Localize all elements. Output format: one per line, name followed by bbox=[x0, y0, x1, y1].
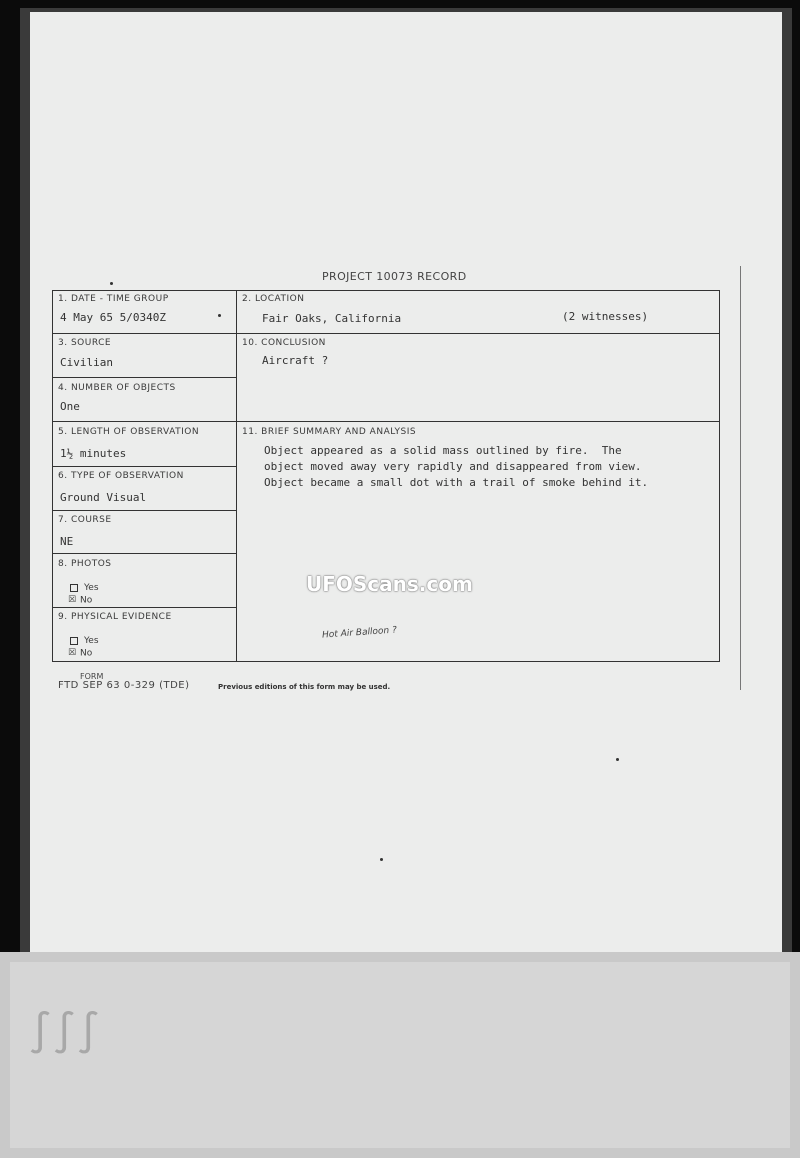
summary-line-2: object moved away very rapidly and disappeared from view. bbox=[264, 460, 642, 473]
physical-no-label: No bbox=[80, 648, 93, 659]
type-obs-label: 6. TYPE OF OBSERVATION bbox=[58, 471, 184, 481]
row-divider-3 bbox=[52, 421, 720, 422]
source-label: 3. SOURCE bbox=[58, 338, 112, 348]
location-label: 2. LOCATION bbox=[242, 294, 305, 304]
physical-yes-label: Yes bbox=[84, 636, 99, 646]
conclusion-label: 10. CONCLUSION bbox=[242, 338, 326, 348]
bottom-strip bbox=[0, 952, 800, 1158]
column-divider bbox=[236, 290, 237, 662]
physical-yes-option bbox=[70, 636, 99, 646]
speck bbox=[218, 314, 221, 317]
footer-form-code: FTD SEP 63 0-329 (TDE) bbox=[58, 680, 190, 691]
num-objects-label: 4. NUMBER OF OBJECTS bbox=[58, 383, 176, 393]
handwritten-note: Hot Air Balloon ? bbox=[321, 625, 398, 641]
summary-line-3: Object became a small dot with a trail of smoke behind it. bbox=[264, 476, 649, 489]
row-divider-7 bbox=[52, 607, 236, 608]
date-time-label: 1. DATE - TIME GROUP bbox=[58, 294, 169, 304]
length-label: 5. LENGTH OF OBSERVATION bbox=[58, 427, 200, 437]
speck bbox=[616, 758, 619, 761]
photos-yes-checkbox bbox=[70, 584, 78, 592]
form-title: PROJECT 10073 RECORD bbox=[322, 270, 467, 283]
photos-yes-option bbox=[70, 583, 99, 593]
physical-no-option bbox=[68, 648, 92, 659]
location-value: Fair Oaks, California bbox=[262, 312, 402, 325]
course-value: NE bbox=[60, 535, 74, 548]
footer-form-word: FORM bbox=[80, 672, 104, 681]
physical-no-checkmark-icon: ☒ bbox=[68, 648, 77, 658]
row-divider-2 bbox=[52, 377, 236, 378]
watermark: UFOScans.com bbox=[306, 572, 473, 596]
physical-label: 9. PHYSICAL EVIDENCE bbox=[58, 612, 172, 622]
date-time-value: 4 May 65 5/0340Z bbox=[60, 311, 166, 324]
smudge-mark: ∫∫∫ bbox=[28, 1010, 101, 1056]
photos-no-checkmark-icon: ☒ bbox=[68, 595, 77, 605]
photos-no-option bbox=[68, 595, 92, 606]
type-obs-value: Ground Visual bbox=[60, 491, 147, 504]
photos-yes-label: Yes bbox=[84, 583, 99, 593]
speck bbox=[380, 858, 383, 861]
bottom-strip-inner bbox=[10, 962, 790, 1148]
length-value: 1½ minutes bbox=[60, 447, 127, 460]
row-divider-5 bbox=[52, 510, 236, 511]
edge-line bbox=[740, 266, 741, 690]
summary-text bbox=[264, 443, 648, 491]
row-divider-6 bbox=[52, 553, 236, 554]
source-value: Civilian bbox=[60, 356, 113, 369]
summary-line-1: Object appeared as a solid mass outlined by fire. The bbox=[264, 444, 622, 457]
num-objects-value: One bbox=[60, 400, 80, 413]
physical-yes-checkbox bbox=[70, 637, 78, 645]
witnesses-value: (2 witnesses) bbox=[562, 310, 649, 323]
photos-label: 8. PHOTOS bbox=[58, 559, 112, 569]
footer-note: Previous editions of this form may be used. bbox=[218, 683, 391, 691]
photos-no-label: No bbox=[80, 595, 93, 606]
course-label: 7. COURSE bbox=[58, 515, 112, 525]
row-divider-4 bbox=[52, 466, 236, 467]
summary-label: 11. BRIEF SUMMARY AND ANALYSIS bbox=[242, 427, 417, 437]
speck bbox=[110, 282, 113, 285]
row-divider-1 bbox=[52, 333, 720, 334]
conclusion-value: Aircraft ? bbox=[262, 354, 329, 367]
